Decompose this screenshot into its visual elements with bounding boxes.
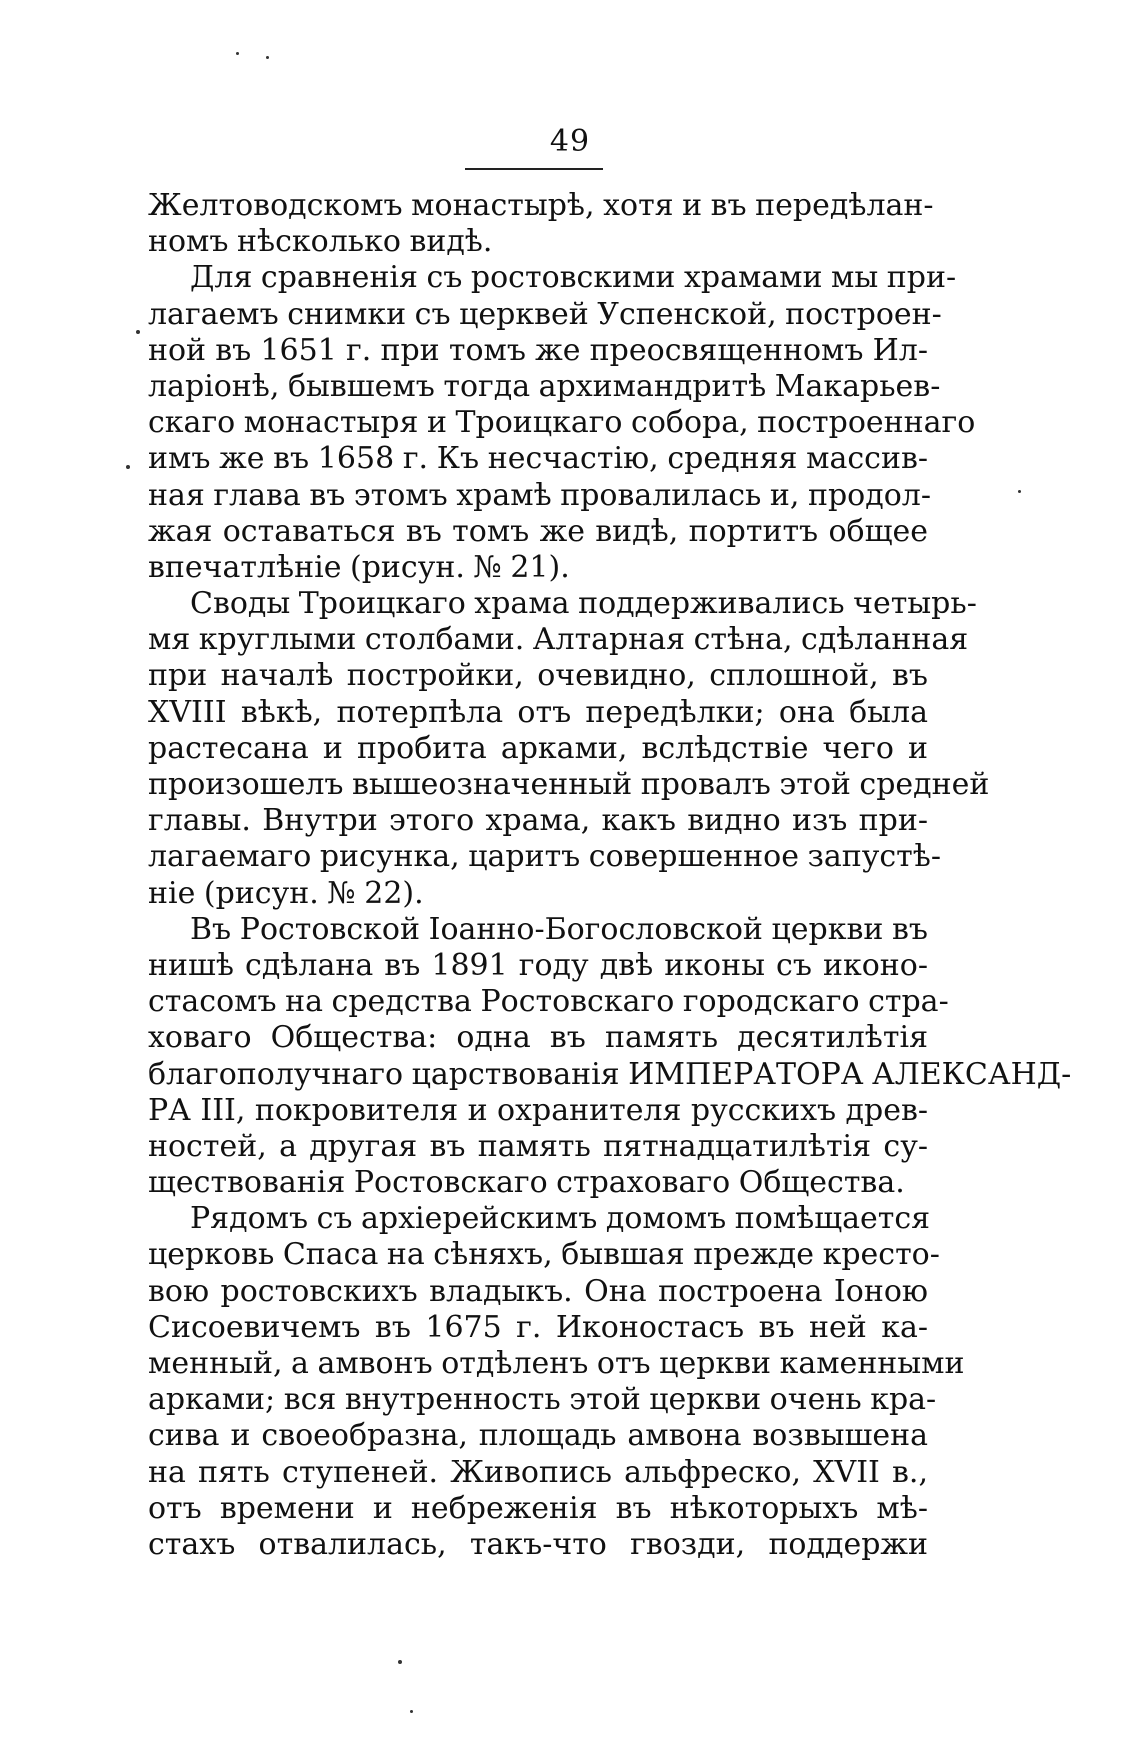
scan-speck — [410, 1710, 413, 1713]
text-line: мя круглыми столбами. Алтарная стѣна, сдѣланная — [148, 622, 969, 658]
paragraph-2 — [148, 260, 976, 586]
paragraph-1 — [148, 188, 934, 260]
text-line: РА III, покровителя и охранителя русскихъ древ- — [148, 1092, 928, 1128]
paragraph-4 — [148, 911, 1072, 1202]
text-line: жая оставаться въ томъ же видѣ, портитъ общее — [148, 513, 928, 549]
text-line: Желтоводскомъ монастырѣ, хотя и въ передѣлан- — [148, 188, 934, 223]
text-line: номъ нѣсколько видѣ. — [148, 224, 493, 260]
page-number: 49 — [549, 124, 591, 159]
paragraph-3 — [148, 586, 990, 912]
text-line: Рядомъ съ архіерейскимъ домомъ помѣщается — [190, 1201, 931, 1237]
text-line: отъ времени и небреженія въ нѣкоторыхъ мѣ- — [148, 1490, 928, 1526]
text-line: ностей, а другая въ память пятнадцатилѣтія су- — [148, 1128, 928, 1164]
text-line: ществованія Ростовскаго страховаго Общества. — [148, 1165, 905, 1201]
text-line: скаго монастыря и Троицкаго собора, построеннаго — [148, 405, 976, 441]
text-line: Для сравненія съ ростовскими храмами мы при- — [190, 260, 957, 296]
scan-speck — [126, 465, 130, 469]
text-line: Своды Троицкаго храма поддерживались четырь- — [190, 586, 977, 622]
text-line: стахъ отвалилась, такъ-что гвозди, поддержи — [148, 1526, 928, 1562]
text-line: менный, а амвонъ отдѣленъ отъ церкви каменными — [148, 1346, 965, 1381]
text-line: впечатлѣніе (рисун. № 21). — [148, 549, 570, 585]
text-line: ная глава въ этомъ храмѣ провалилась и, продол- — [148, 477, 931, 513]
text-line: произошелъ вышеозначенный провалъ этой средней — [148, 767, 990, 802]
text-line: арками; вся внутренность этой церкви очень кра- — [148, 1382, 937, 1418]
text-line: церковь Спаса на сѣняхъ, бывшая прежде кресто- — [148, 1237, 940, 1273]
text-line: Въ Ростовской Іоанно-Богословской церкви въ — [190, 911, 928, 947]
text-line: нишѣ сдѣлана въ 1891 году двѣ иконы съ иконо- — [148, 947, 928, 983]
text-line: сива и своеобразна, площадь амвона возвышена — [148, 1418, 928, 1454]
text-line: XVIII вѣкѣ, потерпѣла отъ передѣлки; она была — [148, 694, 928, 730]
text-line: растесана и пробита арками, вслѣдствіе чего и — [148, 730, 928, 766]
text-line: ховаго Общества: одна въ память десятилѣтія — [148, 1020, 928, 1056]
text-line: вою ростовскихъ владыкъ. Она построена Іоною — [148, 1273, 928, 1309]
text-line: Сисоевичемъ въ 1675 г. Иконостасъ въ ней ка- — [148, 1309, 928, 1345]
text-line: стасомъ на средства Ростовскаго городскаго стра- — [148, 984, 949, 1020]
text-line: имъ же въ 1658 г. Къ несчастію, средняя массив- — [148, 441, 928, 477]
text-line: лагаемъ снимки съ церквей Успенской, построен- — [148, 296, 942, 332]
text-line: лагаемаго рисунка, царитъ совершенное запустѣ- — [148, 839, 942, 875]
text-line: на пять ступеней. Живопись альфреско, XVII в., — [148, 1454, 928, 1490]
text-line: благополучнаго царствованія ИМПЕРАТОРА АЛЕКСАНД- — [148, 1056, 1072, 1092]
scan-speck — [1018, 490, 1021, 493]
text-line: ларіонѣ, бывшемъ тогда архимандритѣ Макарьев- — [148, 368, 941, 404]
scan-speck — [398, 1660, 402, 1664]
text-line: главы. Внутри этого храма, какъ видно изъ при- — [148, 803, 928, 839]
scan-speck — [236, 52, 239, 55]
scan-speck — [136, 330, 140, 334]
text-line: ніе (рисун. № 22). — [148, 875, 424, 911]
text-line: ной въ 1651 г. при томъ же преосвященномъ Ил- — [148, 332, 928, 368]
page-number-rule — [465, 168, 603, 170]
text-line: при началѣ постройки, очевидно, сплошной, въ — [148, 658, 928, 694]
scan-speck — [266, 56, 269, 59]
paragraph-5 — [148, 1201, 965, 1563]
body-text — [148, 188, 1072, 1563]
